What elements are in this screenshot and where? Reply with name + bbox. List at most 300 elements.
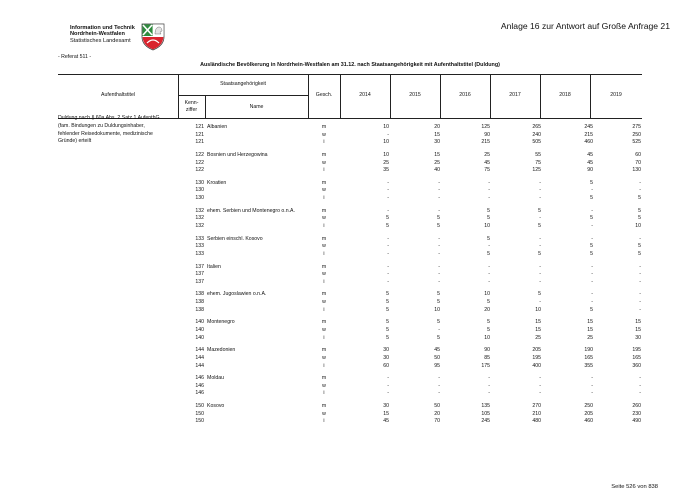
row-value: -: [488, 243, 490, 250]
row-value: 25: [484, 151, 490, 158]
row-value: -: [488, 263, 490, 270]
row-value: 5: [590, 179, 593, 186]
row-gender: i: [323, 139, 325, 146]
row-code: 137: [195, 278, 204, 285]
row-country-name: Kosovo: [207, 403, 225, 409]
org-line-1: Information und Technik: [70, 25, 135, 31]
row-value: -: [539, 278, 541, 285]
row-code: 132: [195, 223, 204, 229]
row-value: 30: [383, 403, 389, 409]
row-value: 240: [532, 131, 541, 138]
row-value: 5: [538, 207, 541, 214]
row-value: 490: [632, 418, 641, 425]
row-value: 25: [383, 159, 389, 166]
row-value: -: [591, 390, 593, 397]
row-value: 55: [535, 151, 541, 158]
org-line-2: Nordrhein-Westfalen: [70, 31, 125, 38]
row-value: -: [387, 207, 389, 214]
row-value: -: [488, 382, 490, 389]
row-value: 5: [538, 291, 541, 298]
row-value: 15: [535, 326, 541, 333]
row-value: 5: [590, 243, 593, 250]
row-value: 90: [484, 347, 490, 354]
col-header-aufenthaltstitel: Aufenthaltstitel: [100, 92, 136, 98]
row-code: 144: [195, 347, 204, 354]
row-value: 30: [383, 354, 389, 361]
row-country-name: Bosnien und Herzegowina: [207, 151, 268, 158]
row-value: 250: [584, 403, 593, 409]
row-value: 15: [434, 131, 440, 138]
row-value: 130: [632, 167, 641, 174]
row-gender: m: [321, 319, 327, 326]
row-code: 132: [195, 207, 204, 214]
row-value: -: [539, 235, 541, 242]
row-value: 275: [632, 124, 641, 130]
row-value: 10: [535, 306, 541, 313]
table-title: Ausländische Bevölkerung in Nordrhein-Westfalen am 31.12. nach Staatsangehörigkeit mit Aufenthaltstitel (Duldung): [200, 62, 500, 68]
row-code: 121: [195, 131, 204, 138]
row-value: 505: [532, 139, 541, 146]
row-code: 146: [195, 390, 204, 397]
row-value: -: [438, 375, 440, 382]
row-code: 130: [195, 187, 204, 194]
row-value: 260: [632, 403, 641, 409]
row-value: 265: [532, 124, 541, 130]
row-gender: m: [321, 235, 327, 242]
kennziffer-line-2: ziffer: [185, 107, 198, 113]
annex-label: Anlage 16 zur Antwort auf Große Anfrage 21: [500, 21, 670, 31]
col-header-staatsangehoerigkeit: Staatsangehörigkeit: [220, 81, 266, 87]
row-value: -: [591, 291, 593, 298]
row-value: 105: [481, 410, 490, 417]
col-header-year: 2017: [509, 92, 521, 98]
col-header-year: 2014: [359, 92, 371, 98]
row-code: 132: [195, 215, 204, 222]
row-country-name: Kroatien: [207, 179, 227, 186]
row-value: 10: [484, 334, 490, 341]
row-value: 20: [484, 306, 490, 313]
row-value: 25: [587, 334, 593, 341]
row-value: -: [387, 375, 389, 382]
row-value: 15: [635, 326, 641, 333]
row-value: 5: [638, 207, 641, 214]
row-value: 45: [587, 151, 593, 158]
aufenthaltstitel-line: Gründe) erteilt: [58, 138, 92, 145]
row-gender: i: [323, 418, 325, 425]
row-value: -: [387, 243, 389, 250]
row-value: 360: [632, 362, 641, 369]
row-value: -: [591, 382, 593, 389]
row-value: 25: [434, 159, 440, 166]
row-value: 40: [434, 167, 440, 174]
row-value: 210: [532, 410, 541, 417]
row-value: -: [488, 195, 490, 202]
row-value: -: [488, 271, 490, 278]
row-value: 5: [638, 243, 641, 250]
row-value: 10: [434, 306, 440, 313]
row-gender: i: [323, 306, 325, 313]
row-value: -: [488, 187, 490, 194]
row-value: -: [438, 271, 440, 278]
row-value: -: [387, 263, 389, 270]
row-gender: w: [322, 215, 326, 222]
row-gender: i: [323, 195, 325, 202]
row-value: 15: [587, 326, 593, 333]
row-gender: m: [321, 347, 327, 354]
row-value: -: [387, 250, 389, 257]
row-value: 75: [484, 167, 490, 174]
row-gender: i: [323, 362, 325, 369]
row-value: 10: [383, 124, 389, 130]
row-value: -: [539, 187, 541, 194]
row-value: 95: [434, 362, 440, 369]
row-value: 45: [587, 159, 593, 166]
row-value: 5: [538, 250, 541, 257]
row-value: 20: [434, 410, 440, 417]
row-value: 5: [386, 299, 389, 306]
nrw-crest-icon: [138, 21, 168, 51]
row-value: 355: [584, 362, 593, 369]
row-code: 150: [195, 410, 204, 417]
row-gender: w: [322, 159, 326, 166]
row-value: 5: [638, 250, 641, 257]
row-value: 15: [587, 319, 593, 326]
row-code: 122: [195, 159, 204, 166]
row-gender: w: [322, 354, 326, 361]
row-value: 205: [532, 347, 541, 354]
row-value: -: [591, 278, 593, 285]
row-value: -: [639, 235, 641, 242]
row-value: -: [387, 235, 389, 242]
aufenthaltstitel-line: (fam. Bindungen zu Duldungsinhaber,: [58, 122, 145, 129]
row-value: -: [539, 382, 541, 389]
row-gender: w: [322, 326, 326, 333]
row-value: 175: [481, 362, 490, 369]
col-header-year: 2018: [559, 92, 571, 98]
org-name: [70, 25, 135, 44]
row-value: 10: [635, 223, 641, 229]
row-value: 215: [481, 139, 490, 146]
row-value: -: [387, 179, 389, 186]
row-value: -: [488, 390, 490, 397]
row-country-name: Italien: [207, 263, 221, 270]
row-value: 45: [484, 159, 490, 166]
row-value: 10: [383, 139, 389, 146]
row-gender: m: [321, 291, 327, 298]
aufenthaltstitel-line: fehlender Reisedokumente, medizinische: [58, 130, 153, 137]
row-value: 25: [535, 334, 541, 341]
table-top-border: [58, 74, 642, 75]
row-value: -: [488, 375, 490, 382]
row-gender: m: [321, 375, 327, 382]
row-value: -: [539, 263, 541, 270]
row-value: -: [539, 179, 541, 186]
row-value: -: [387, 390, 389, 397]
row-value: 480: [532, 418, 541, 425]
row-value: 5: [590, 215, 593, 222]
row-value: 5: [437, 299, 440, 306]
header-sub-border: [178, 95, 308, 96]
row-value: 270: [532, 403, 541, 409]
row-value: -: [438, 179, 440, 186]
row-gender: w: [322, 131, 326, 138]
row-code: 146: [195, 375, 204, 382]
row-value: 5: [386, 334, 389, 341]
row-code: 137: [195, 271, 204, 278]
row-value: -: [488, 278, 490, 285]
row-value: 5: [638, 215, 641, 222]
col-header-year: 2015: [409, 92, 421, 98]
row-value: -: [639, 278, 641, 285]
row-gender: m: [321, 151, 327, 158]
row-value: -: [539, 299, 541, 306]
row-value: -: [591, 235, 593, 242]
row-value: 50: [434, 403, 440, 409]
row-code: 138: [195, 306, 204, 313]
row-value: -: [639, 382, 641, 389]
row-code: 150: [195, 418, 204, 425]
row-value: 5: [538, 223, 541, 229]
row-value: 15: [535, 319, 541, 326]
row-value: 5: [487, 235, 490, 242]
row-value: -: [387, 131, 389, 138]
row-gender: w: [322, 410, 326, 417]
row-value: -: [539, 390, 541, 397]
row-value: -: [438, 250, 440, 257]
row-code: 150: [195, 403, 204, 409]
row-value: -: [539, 243, 541, 250]
org-line-3: Statistisches Landesamt: [70, 37, 131, 44]
row-code: 121: [195, 139, 204, 146]
row-value: 60: [635, 151, 641, 158]
row-value: -: [539, 195, 541, 202]
row-value: 5: [437, 223, 440, 229]
row-code: 133: [195, 250, 204, 257]
row-value: -: [639, 271, 641, 278]
row-value: -: [387, 382, 389, 389]
row-value: 5: [437, 334, 440, 341]
row-value: 460: [584, 418, 593, 425]
row-country-name: Moldau: [207, 375, 225, 382]
row-code: 144: [195, 354, 204, 361]
row-code: 133: [195, 235, 204, 242]
row-value: -: [438, 235, 440, 242]
row-value: 5: [437, 319, 440, 326]
row-value: -: [639, 291, 641, 298]
row-value: -: [438, 187, 440, 194]
col-header-name: Name: [249, 104, 264, 110]
row-code: 121: [195, 124, 204, 130]
row-gender: i: [323, 223, 325, 229]
row-gender: i: [323, 167, 325, 174]
row-value: 15: [383, 410, 389, 417]
row-value: 90: [484, 131, 490, 138]
row-country-name: ehem. Serbien und Montenegro o.n.A.: [207, 207, 295, 214]
row-country-name: Serbien einschl. Kosovo: [207, 235, 263, 242]
col-header-kennziffer: [178, 100, 205, 114]
row-gender: m: [321, 207, 327, 214]
row-value: 250: [632, 131, 641, 138]
row-value: -: [639, 187, 641, 194]
row-value: 35: [383, 167, 389, 174]
row-value: 245: [481, 418, 490, 425]
row-value: -: [639, 375, 641, 382]
aufenthaltstitel-text: [58, 115, 160, 146]
row-code: 133: [195, 243, 204, 250]
row-code: 138: [195, 299, 204, 306]
aufenthaltstitel-line: Duldung nach § 60a Abs. 2 Satz 1 AufenthG: [58, 115, 160, 121]
row-value: -: [591, 223, 593, 229]
row-value: 60: [383, 362, 389, 369]
row-gender: i: [323, 250, 325, 257]
row-value: 5: [487, 326, 490, 333]
row-value: 190: [584, 347, 593, 354]
row-country-name: ehem. Jugoslawien o.n.A.: [207, 291, 267, 298]
row-value: -: [591, 271, 593, 278]
row-value: 460: [584, 139, 593, 146]
row-value: -: [438, 278, 440, 285]
row-value: 5: [487, 207, 490, 214]
row-value: 215: [584, 131, 593, 138]
row-gender: i: [323, 390, 325, 397]
row-value: 15: [434, 151, 440, 158]
row-code: 130: [195, 195, 204, 202]
row-code: 138: [195, 291, 204, 298]
row-value: 10: [484, 223, 490, 229]
row-value: -: [387, 271, 389, 278]
row-value: -: [438, 243, 440, 250]
col-header-year: 2019: [610, 92, 622, 98]
row-value: 5: [386, 291, 389, 298]
row-value: 5: [437, 215, 440, 222]
row-value: 125: [532, 167, 541, 174]
page-number: Seite 526 von 838: [611, 484, 658, 490]
row-value: 30: [383, 347, 389, 354]
row-code: 146: [195, 382, 204, 389]
row-value: 205: [584, 410, 593, 417]
row-gender: m: [321, 403, 327, 409]
row-value: 75: [535, 159, 541, 166]
row-value: 5: [487, 215, 490, 222]
row-value: 45: [383, 418, 389, 425]
row-value: 5: [590, 306, 593, 313]
row-value: 50: [434, 354, 440, 361]
row-gender: w: [322, 271, 326, 278]
row-value: 45: [434, 347, 440, 354]
row-value: 400: [532, 362, 541, 369]
row-code: 137: [195, 263, 204, 270]
row-value: -: [591, 299, 593, 306]
row-value: -: [639, 390, 641, 397]
row-value: -: [387, 278, 389, 285]
row-value: -: [387, 187, 389, 194]
row-value: 15: [635, 319, 641, 326]
row-gender: w: [322, 187, 326, 194]
row-value: -: [438, 207, 440, 214]
row-value: 5: [437, 291, 440, 298]
row-code: 140: [195, 319, 204, 326]
row-value: 5: [386, 326, 389, 333]
row-value: 5: [487, 299, 490, 306]
row-code: 130: [195, 179, 204, 186]
row-value: -: [438, 326, 440, 333]
row-country-name: Montenegro: [207, 319, 235, 326]
row-value: 90: [587, 167, 593, 174]
row-value: 125: [481, 124, 490, 130]
row-value: -: [591, 263, 593, 270]
row-value: -: [639, 306, 641, 313]
row-value: 70: [434, 418, 440, 425]
row-value: 195: [632, 347, 641, 354]
row-code: 122: [195, 167, 204, 174]
row-value: 5: [487, 319, 490, 326]
row-value: -: [639, 299, 641, 306]
row-code: 122: [195, 151, 204, 158]
row-value: 230: [632, 410, 641, 417]
row-country-name: Albanien: [207, 124, 228, 130]
row-gender: i: [323, 278, 325, 285]
row-value: -: [438, 263, 440, 270]
row-value: 5: [590, 195, 593, 202]
row-value: 195: [532, 354, 541, 361]
row-value: 5: [386, 215, 389, 222]
kennziffer-line-1: Kenn-: [184, 100, 199, 106]
row-value: 5: [386, 223, 389, 229]
col-header-year: 2016: [459, 92, 471, 98]
row-value: -: [591, 207, 593, 214]
row-value: 5: [487, 250, 490, 257]
row-value: 30: [434, 139, 440, 146]
row-gender: m: [321, 179, 327, 186]
row-value: -: [639, 179, 641, 186]
row-value: 30: [635, 334, 641, 341]
row-value: -: [591, 375, 593, 382]
row-gender: i: [323, 334, 325, 341]
referat-label: - Referat 511 -: [58, 54, 92, 60]
col-header-geschlecht: Gesch.: [315, 92, 333, 98]
row-gender: m: [321, 263, 327, 270]
row-value: -: [539, 215, 541, 222]
row-value: 5: [590, 250, 593, 257]
row-value: -: [438, 382, 440, 389]
row-value: 70: [635, 159, 641, 166]
row-value: 10: [484, 291, 490, 298]
row-value: -: [539, 271, 541, 278]
row-gender: w: [322, 299, 326, 306]
row-value: 20: [434, 124, 440, 130]
row-value: 165: [632, 354, 641, 361]
row-value: 5: [386, 319, 389, 326]
row-value: -: [639, 263, 641, 270]
row-value: 85: [484, 354, 490, 361]
row-value: 5: [386, 306, 389, 313]
row-code: 144: [195, 362, 204, 369]
row-value: -: [591, 187, 593, 194]
row-gender: w: [322, 382, 326, 389]
row-code: 140: [195, 334, 204, 341]
row-value: 245: [584, 124, 593, 130]
row-value: -: [438, 390, 440, 397]
row-value: 5: [638, 195, 641, 202]
row-country-name: Mazedonien: [207, 347, 236, 354]
row-value: 10: [383, 151, 389, 158]
row-code: 140: [195, 326, 204, 333]
row-value: -: [387, 195, 389, 202]
row-value: 135: [481, 403, 490, 409]
row-gender: m: [321, 124, 327, 130]
row-value: 525: [632, 139, 641, 146]
row-value: -: [438, 195, 440, 202]
